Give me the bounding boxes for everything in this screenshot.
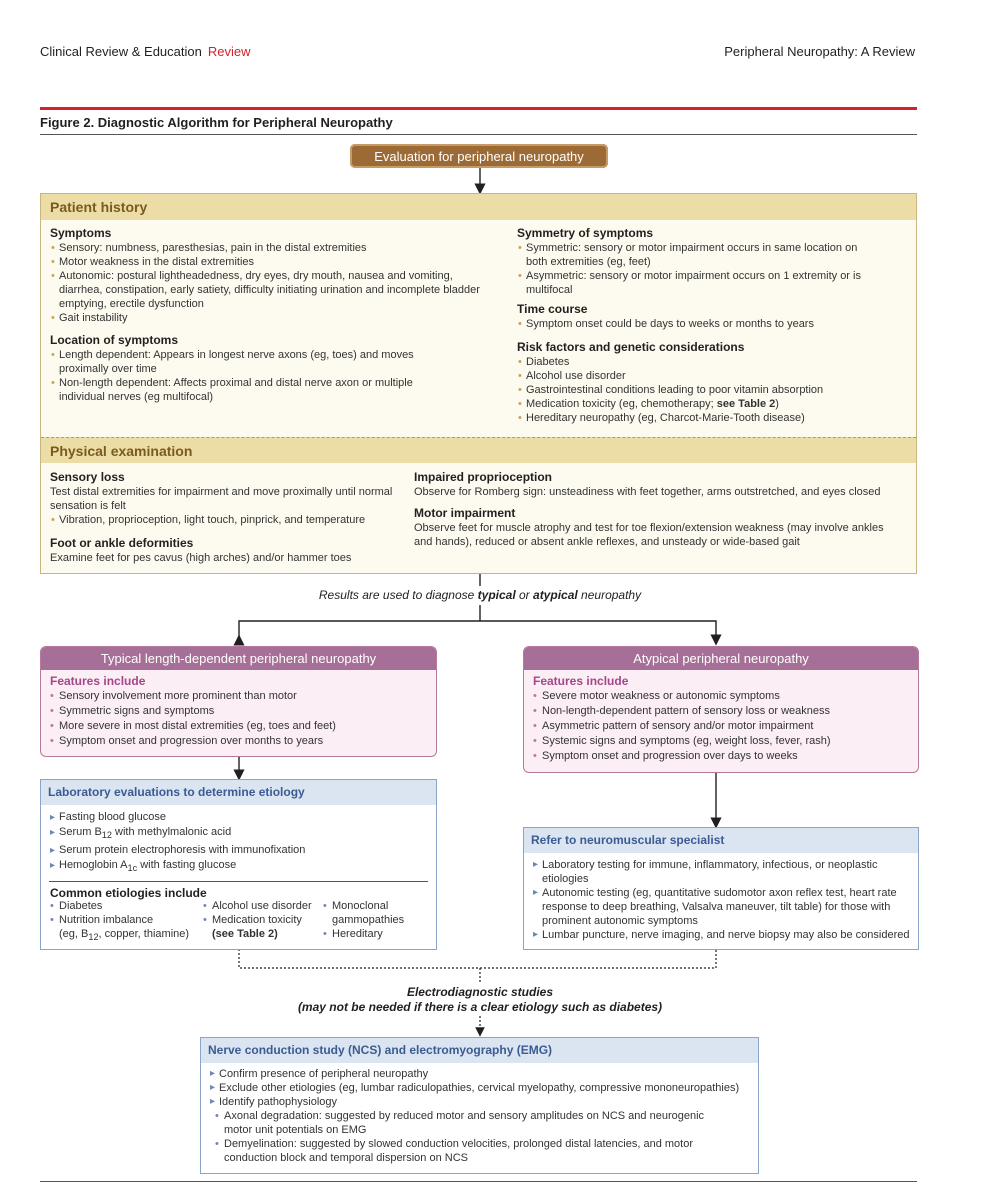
table-ref: see Table 2: [716, 398, 776, 410]
footer-rule: [40, 1181, 917, 1182]
motor-title: Motor impairment: [414, 506, 516, 520]
list-item: ▸ Serum protein electrophoresis with immunofixation: [50, 843, 436, 858]
list-item: ▸ Laboratory testing for immune, inflammatory, infectious, or neoplastic etiologies: [533, 858, 912, 886]
location-title: Location of symptoms: [50, 333, 179, 347]
sensory-loss-text: Test distal extremities for impairment and move proximally until normal sensation is felt: [50, 486, 393, 512]
ncs-box: [200, 1037, 759, 1174]
list-item: • Non-length dependent: Affects proximal and distal nerve axon or multiple individual nerves (eg multifocal): [50, 376, 450, 404]
list-item: ▸ Autonomic testing (eg, quantitative sudomotor axon reflex test, heart rate response to deep breathing, Valsalva maneuver, tilt table) for those with prominent autonomic symptoms: [533, 886, 912, 928]
list-item: • Diabetes: [50, 899, 195, 913]
motor-section: [414, 506, 904, 549]
time-course-section: [517, 302, 897, 331]
list-item: • Gait instability: [50, 311, 490, 325]
list-item: • Sensory involvement more prominent than motor: [50, 689, 436, 704]
list-item: • Nutrition imbalance (eg, $B_{12}$, copper, thiamine): [50, 913, 195, 944]
running-title: Peripheral Neuropathy: A Review: [724, 44, 915, 59]
specialist-box: [523, 827, 919, 950]
list-item: • Hereditary neuropathy (eg, Charcot-Marie-Tooth disease): [517, 411, 897, 425]
list-item: ▸ Hemoglobin $A_{1c}$ with fasting glucose: [50, 858, 436, 876]
list-item: • Demyelination: suggested by slowed conduction velocities, prolonged distal latencies, and motor conduction block and temporal dispersion on NCS: [215, 1137, 728, 1165]
list-item: • Monoclonal gammopathies: [323, 899, 423, 927]
list-item: • Sensory: numbness, paresthesias, pain in the distal extremities: [50, 241, 490, 255]
ncs-title: Nerve conduction study (NCS) and electromyography (EMG): [201, 1038, 758, 1063]
list-item: • Symmetric signs and symptoms: [50, 704, 436, 719]
list-item: • Autonomic: postural lightheadedness, dry eyes, dry mouth, nausea and vomiting, diarrhea, constipation, early satiety, difficulty initiating urination and incomplete bladder emptying, erectile dysfunction: [50, 269, 490, 311]
history-exam-panel: [40, 193, 917, 574]
motor-text: Observe feet for muscle atrophy and test for toe flexion/extension weakness (may involve ankles and hands), reduced or absent ankle reflexes, and unsteady or wide-based gait: [414, 522, 884, 548]
symptoms-title: Symptoms: [50, 226, 112, 240]
list-item: • Asymmetric pattern of sensory and/or motor impairment: [533, 719, 918, 734]
title-rule: [40, 134, 917, 135]
lab-title: Laboratory evaluations to determine etiology: [41, 780, 436, 805]
atypical-features-title: Features include: [533, 674, 629, 688]
time-course-title: Time course: [517, 302, 588, 316]
list-item: ▸ Serum $B_{12}$ with methylmalonic acid: [50, 825, 436, 843]
symptoms-section: [50, 226, 490, 325]
foot-section: [50, 536, 395, 565]
list-item: • Symmetric: sensory or motor impairment occurs in same location on both extremities (eg, feet): [517, 241, 872, 269]
list-item: ▸ Exclude other etiologies (eg, lumbar radiculopathies, cervical myelopathy, compressive mononeuropathies): [210, 1081, 758, 1095]
list-item: ▸ Fasting blood glucose: [50, 810, 436, 825]
list-item: • Hereditary: [323, 927, 423, 941]
list-item: • Diabetes: [517, 355, 897, 369]
article-type: Review: [207, 44, 251, 59]
list-item: • Length dependent: Appears in longest nerve axons (eg, toes) and moves proximally over time: [50, 348, 450, 376]
evaluation-box: Evaluation for peripheral neuropathy: [350, 144, 608, 168]
symmetry-title: Symmetry of symptoms: [517, 226, 654, 240]
proprioception-text: Observe for Romberg sign: unsteadiness with feet together, arms outstretched, and eyes closed: [414, 486, 881, 498]
figure-title: Figure 2. Diagnostic Algorithm for Peripheral Neuropathy: [40, 115, 393, 130]
list-item: • Symptom onset and progression over months to years: [50, 734, 436, 749]
branch-connector: [239, 621, 716, 640]
dotted-join: [239, 949, 716, 968]
atypical-box: [523, 646, 919, 773]
list-item: • Vibration, proprioception, light touch, pinprick, and temperature: [50, 513, 395, 527]
list-item: ▸ Confirm presence of peripheral neuropathy: [210, 1067, 758, 1081]
list-item: • Symptom onset could be days to weeks or months to years: [517, 317, 897, 331]
list-item: • Non-length-dependent pattern of sensory loss or weakness: [533, 704, 918, 719]
foot-title: Foot or ankle deformities: [50, 536, 194, 550]
symmetry-section: [517, 226, 872, 297]
sensory-loss-title: Sensory loss: [50, 470, 125, 484]
list-item: • More severe in most distal extremities (eg, toes and feet): [50, 719, 436, 734]
list-item: • Medication toxicity (see Table 2): [203, 913, 318, 941]
patient-history-heading: Patient history: [41, 194, 916, 220]
list-item: • Alcohol use disorder: [517, 369, 897, 383]
list-item: • Asymmetric: sensory or motor impairment occurs on 1 extremity or is multifocal: [517, 269, 872, 297]
list-item: • Gastrointestinal conditions leading to poor vitamin absorption: [517, 383, 897, 397]
list-item: • Medication toxicity (eg, chemotherapy; see Table 2): [517, 397, 897, 411]
location-section: [50, 333, 450, 404]
specialist-title: Refer to neuromuscular specialist: [524, 828, 918, 853]
list-item: • Alcohol use disorder: [203, 899, 318, 913]
header-rule: [40, 107, 917, 110]
list-item: • Symptom onset and progression over days to weeks: [533, 749, 918, 764]
list-item: • Systemic signs and symptoms (eg, weight loss, fever, rash): [533, 734, 918, 749]
typical-title: Typical length-dependent peripheral neuropathy: [41, 647, 436, 670]
risk-section: [517, 340, 897, 425]
results-caption: Results are used to diagnose typical or atypical neuropathy: [318, 588, 642, 602]
common-etiologies-title: Common etiologies include: [50, 886, 207, 901]
risk-title: Risk factors and genetic considerations: [517, 340, 745, 354]
electrodiagnostic-caption: Electrodiagnostic studies (may not be needed if there is a clear etiology such as diabetes): [297, 985, 663, 1014]
sensory-loss-section: [50, 470, 395, 527]
list-item: • Severe motor weakness or autonomic symptoms: [533, 689, 918, 704]
typical-features-title: Features include: [50, 674, 146, 688]
foot-text: Examine feet for pes cavus (high arches) and/or hammer toes: [50, 552, 352, 564]
list-item: ▸ Lumbar puncture, nerve imaging, and nerve biopsy may also be considered: [533, 928, 912, 942]
journal-section: Clinical Review & Education Review: [40, 44, 251, 59]
list-item: • Motor weakness in the distal extremities: [50, 255, 490, 269]
physical-exam-heading: Physical examination: [41, 437, 916, 463]
proprioception-title: Impaired proprioception: [414, 470, 553, 484]
typical-box: [40, 646, 437, 757]
list-item: ▸ Identify pathophysiology: [210, 1095, 758, 1109]
list-item: • Axonal degradation: suggested by reduced motor and sensory amplitudes on NCS and neurogenic motor unit potentials on EMG: [215, 1109, 728, 1137]
atypical-title: Atypical peripheral neuropathy: [524, 647, 918, 670]
proprioception-section: [414, 470, 904, 499]
lab-box: [40, 779, 437, 950]
